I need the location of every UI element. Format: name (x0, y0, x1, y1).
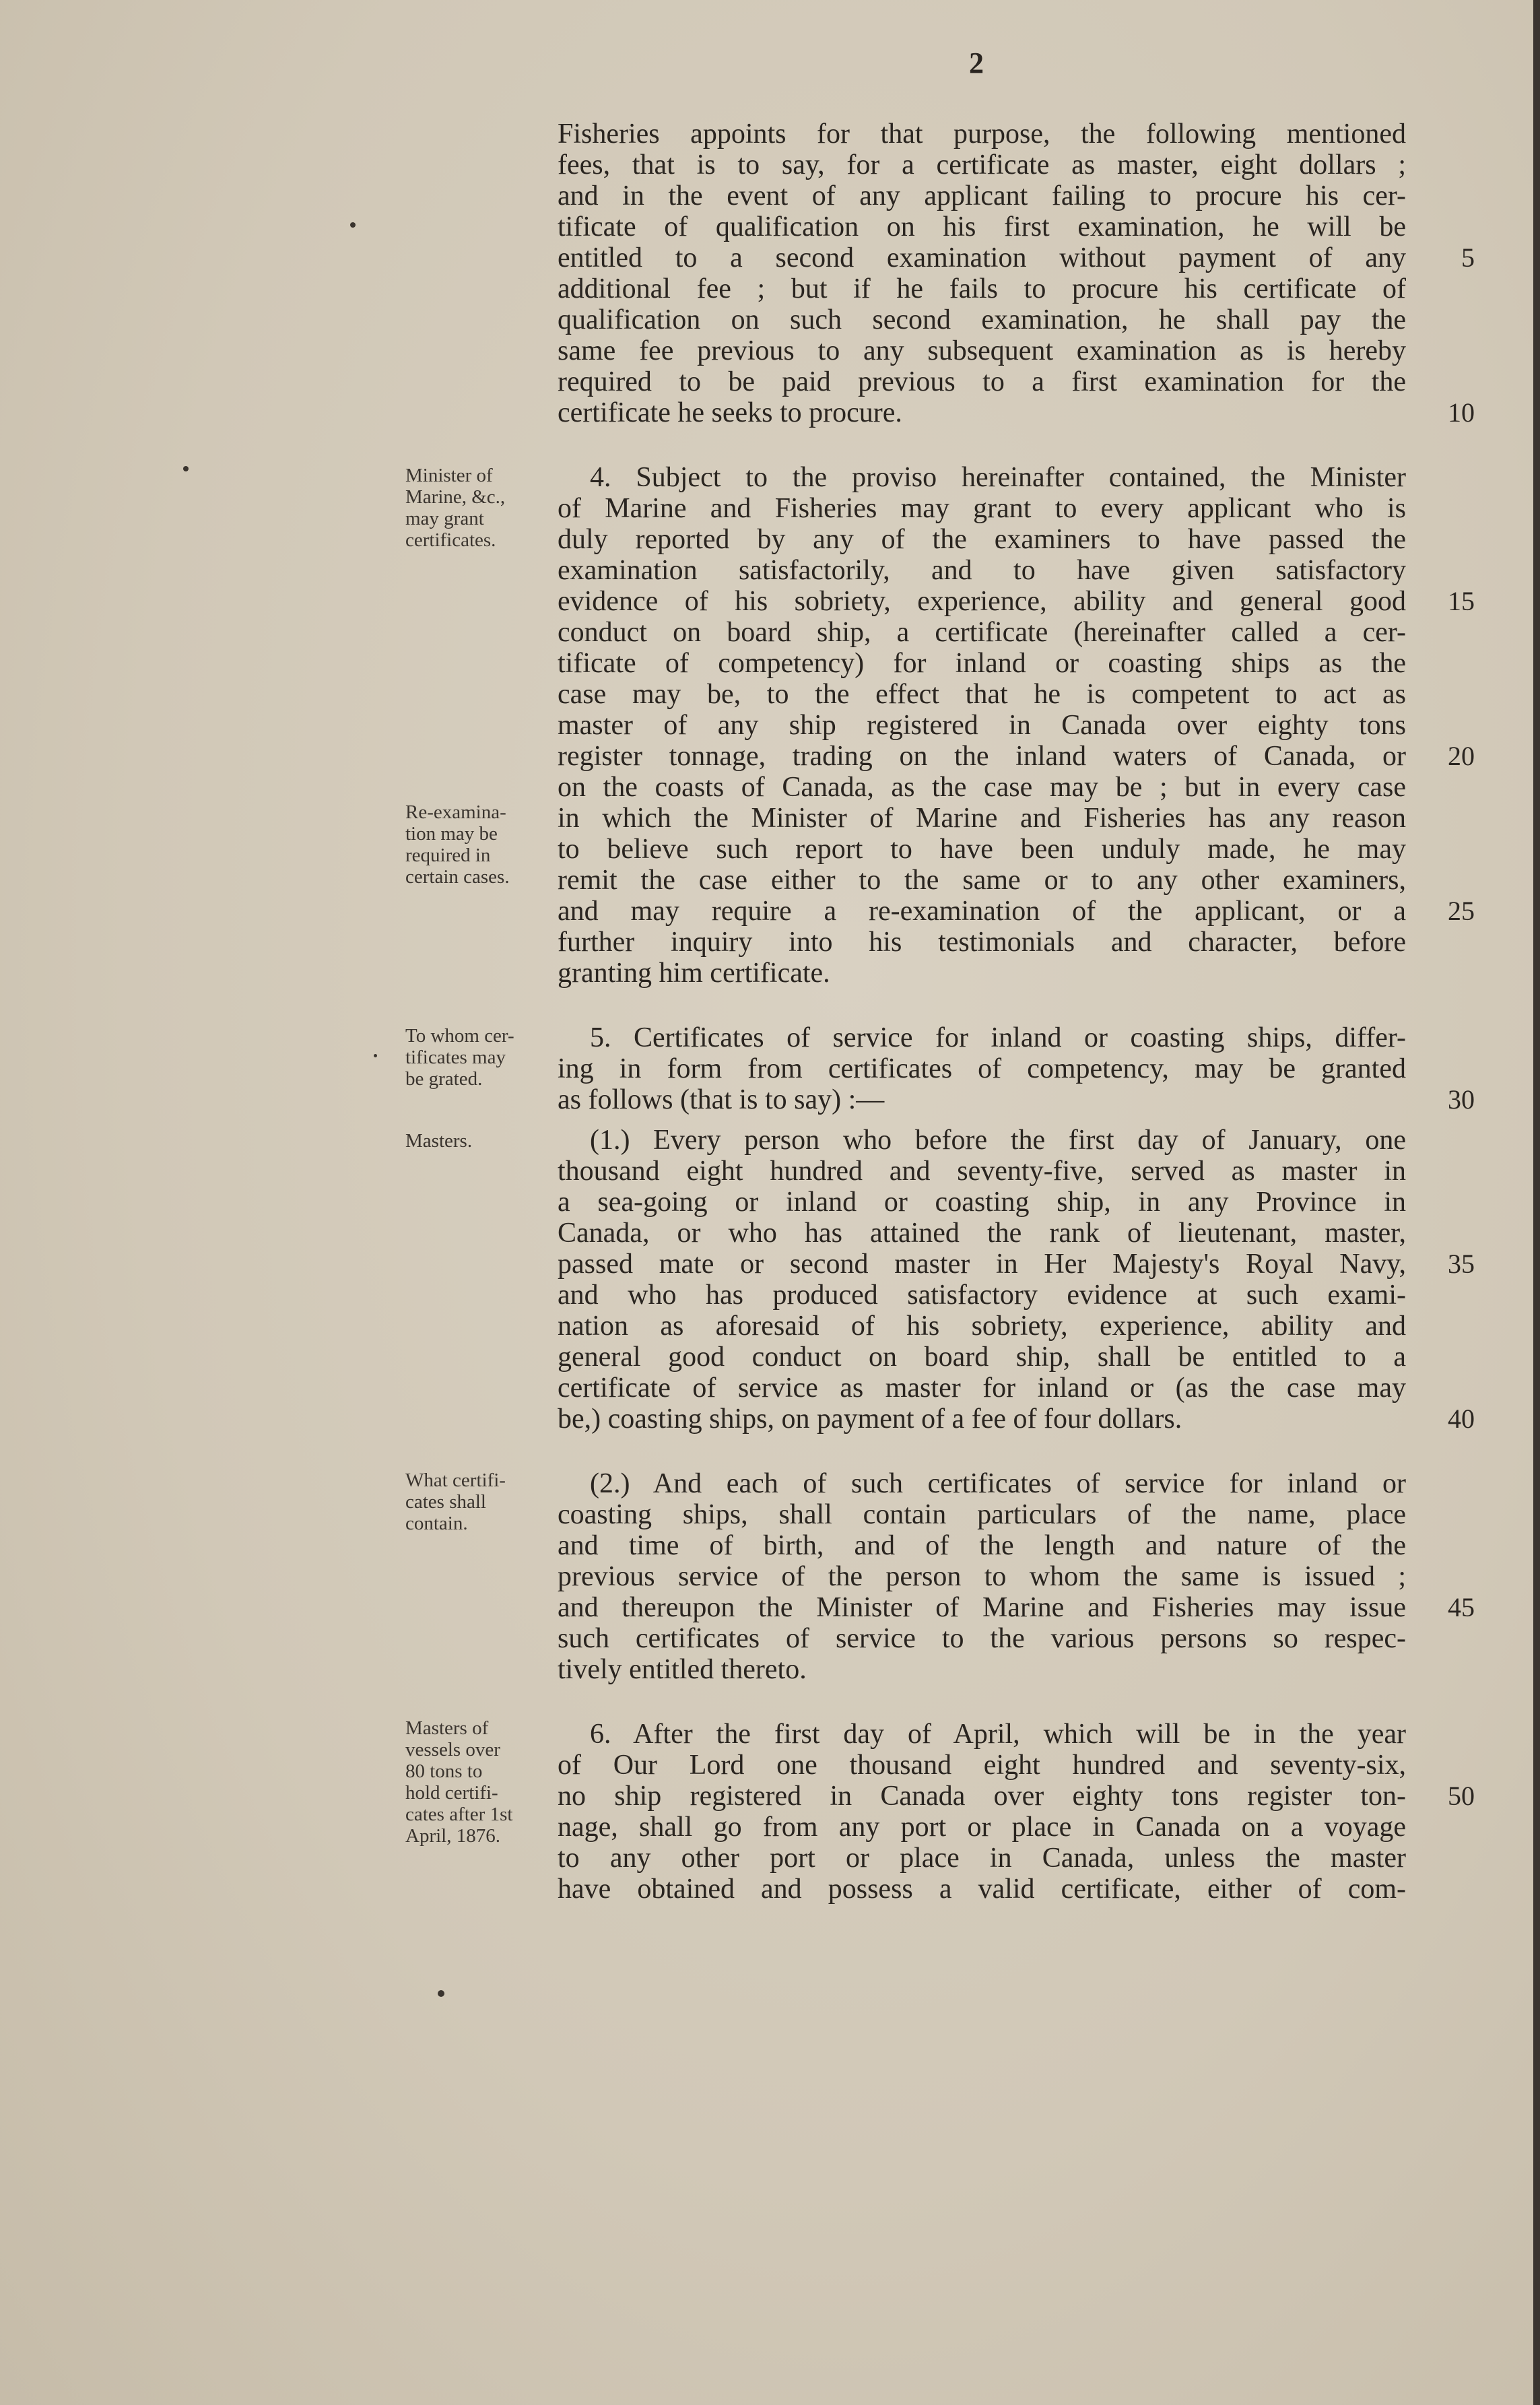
text-line: and in the event of any applicant failing to procure his cer- (558, 180, 1406, 211)
margin-note (405, 465, 554, 551)
text-line: and who has produced satisfactory evidence at such exami- (558, 1280, 1406, 1311)
text-line: of Our Lord one thousand eight hundred and seventy-six, (558, 1750, 1406, 1781)
text-line: passed mate or second master in Her Majesty's Royal Navy, (558, 1249, 1406, 1280)
text-line: 4. Subject to the proviso hereinafter contained, the Minister (590, 462, 1406, 493)
text-line: no ship registered in Canada over eighty tons register ton- (558, 1781, 1406, 1812)
paper-speck (438, 1990, 444, 1997)
text-line: 5. Certificates of service for inland or coasting ships, differ- (590, 1022, 1406, 1053)
margin-note-line: Masters. (405, 1130, 473, 1152)
margin-note-line: Minister of (405, 465, 493, 486)
text-line: (1.) Every person who before the first day of January, one (590, 1125, 1406, 1156)
margin-note-line: To whom cer- (405, 1025, 514, 1047)
margin-note-line: Marine, &c., (405, 486, 506, 508)
text-line: fees, that is to say, for a certificate as master, eight dollars ; (558, 150, 1406, 180)
paper-speck (183, 466, 189, 471)
margin-note-line: cates shall (405, 1491, 486, 1513)
margin-note-line: contain. (405, 1513, 468, 1534)
margin-note-line: tificates may (405, 1047, 506, 1068)
line-number: 25 (1448, 896, 1475, 926)
text-line: and thereupon the Minister of Marine and Fisheries may issue (558, 1592, 1406, 1623)
text-line: master of any ship registered in Canada over eighty tons (558, 710, 1406, 741)
text-line: tificate of competency) for inland or coasting ships as the (558, 648, 1406, 679)
text-line: remit the case either to the same or to any other examiners, (558, 865, 1406, 896)
margin-note-line: cates after 1st (405, 1804, 513, 1825)
text-line: as follows (that is to say) :— (558, 1084, 885, 1115)
margin-note-line: required in (405, 845, 491, 866)
text-line: certificate of service as master for inland or (as the case may (558, 1373, 1406, 1404)
text-line: Fisheries appoints for that purpose, the following mentioned (558, 119, 1406, 150)
line-number: 5 (1461, 242, 1475, 273)
text-line: same fee previous to any subsequent examination as is hereby (558, 335, 1406, 366)
margin-note-line: be grated. (405, 1068, 483, 1090)
page-edge (1533, 0, 1540, 2405)
margin-note-line: certificates. (405, 529, 496, 551)
margin-note-line: certain cases. (405, 866, 510, 888)
text-line: to believe such report to have been unduly made, he may (558, 834, 1406, 865)
text-line: have obtained and possess a valid certificate, either of com- (558, 1874, 1406, 1905)
text-line: register tonnage, trading on the inland waters of Canada, or (558, 741, 1406, 772)
margin-note-line: Re-examina- (405, 801, 506, 823)
margin-note (405, 801, 554, 888)
text-line: a sea-going or inland or coasting ship, in any Province in (558, 1187, 1406, 1218)
margin-note-line: April, 1876. (405, 1825, 500, 1847)
margin-note-line: Masters of (405, 1717, 489, 1739)
line-number: 10 (1448, 397, 1475, 428)
margin-note-line: hold certifi- (405, 1782, 498, 1804)
text-line: entitled to a second examination without payment of any (558, 242, 1406, 273)
text-line: certificate he seeks to procure. (558, 397, 902, 428)
line-number: 20 (1448, 741, 1475, 771)
line-number: 40 (1448, 1404, 1475, 1434)
text-line: and time of birth, and of the length and nature of the (558, 1530, 1406, 1561)
text-line: on the coasts of Canada, as the case may be ; but in every case (558, 772, 1406, 803)
line-number: 45 (1448, 1592, 1475, 1622)
paper-speck (350, 222, 356, 228)
text-line: tively entitled thereto. (558, 1654, 807, 1685)
text-line: examination satisfactorily, and to have given satisfactory (558, 555, 1406, 586)
text-line: nage, shall go from any port or place in Canada on a voyage (558, 1812, 1406, 1843)
text-line: duly reported by any of the examiners to have passed the (558, 524, 1406, 555)
text-line: thousand eight hundred and seventy-five, served as master in (558, 1156, 1406, 1187)
text-line: be,) coasting ships, on payment of a fee of four dollars. (558, 1404, 1182, 1435)
text-line: conduct on board ship, a certificate (hereinafter called a cer- (558, 617, 1406, 648)
line-number: 15 (1448, 586, 1475, 616)
text-line: of Marine and Fisheries may grant to every applicant who is (558, 493, 1406, 524)
paper-speck (374, 1054, 377, 1057)
text-line: general good conduct on board ship, shall be entitled to a (558, 1342, 1406, 1373)
margin-note-line: 80 tons to (405, 1760, 483, 1782)
margin-note (405, 1717, 554, 1847)
margin-note (405, 1130, 554, 1152)
text-line: nation as aforesaid of his sobriety, experience, ability and (558, 1311, 1406, 1342)
text-line: and may require a re-examination of the applicant, or a (558, 896, 1406, 927)
text-line: (2.) And each of such certificates of service for inland or (590, 1468, 1406, 1499)
margin-note-line: may grant (405, 508, 484, 529)
text-line: previous service of the person to whom the same is issued ; (558, 1561, 1406, 1592)
text-line: coasting ships, shall contain particulars of the name, place (558, 1499, 1406, 1530)
text-line: Canada, or who has attained the rank of lieutenant, master, (558, 1218, 1406, 1249)
text-line: such certificates of service to the various persons so respec- (558, 1623, 1406, 1654)
margin-note-line: What certifi- (405, 1470, 506, 1491)
text-line: in which the Minister of Marine and Fisheries has any reason (558, 803, 1406, 834)
text-line: qualification on such second examination, he shall pay the (558, 304, 1406, 335)
text-line: additional fee ; but if he fails to procure his certificate of (558, 273, 1406, 304)
text-line: required to be paid previous to a first examination for the (558, 366, 1406, 397)
line-number: 35 (1448, 1249, 1475, 1279)
line-number: 30 (1448, 1084, 1475, 1115)
text-line: ing in form from certificates of competency, may be granted (558, 1053, 1406, 1084)
margin-note-line: vessels over (405, 1739, 500, 1760)
text-line: 6. After the first day of April, which will be in the year (590, 1719, 1406, 1750)
text-line: case may be, to the effect that he is competent to act as (558, 679, 1406, 710)
text-line: evidence of his sobriety, experience, ability and general good (558, 586, 1406, 617)
margin-note-line: tion may be (405, 823, 498, 845)
line-number: 50 (1448, 1781, 1475, 1811)
margin-note (405, 1470, 554, 1534)
text-line: to any other port or place in Canada, unless the master (558, 1843, 1406, 1874)
text-line: tificate of qualification on his first examination, he will be (558, 211, 1406, 242)
margin-note (405, 1025, 554, 1090)
text-line: further inquiry into his testimonials and character, before (558, 927, 1406, 958)
page-number: 2 (969, 46, 984, 79)
text-line: granting him certificate. (558, 958, 830, 989)
